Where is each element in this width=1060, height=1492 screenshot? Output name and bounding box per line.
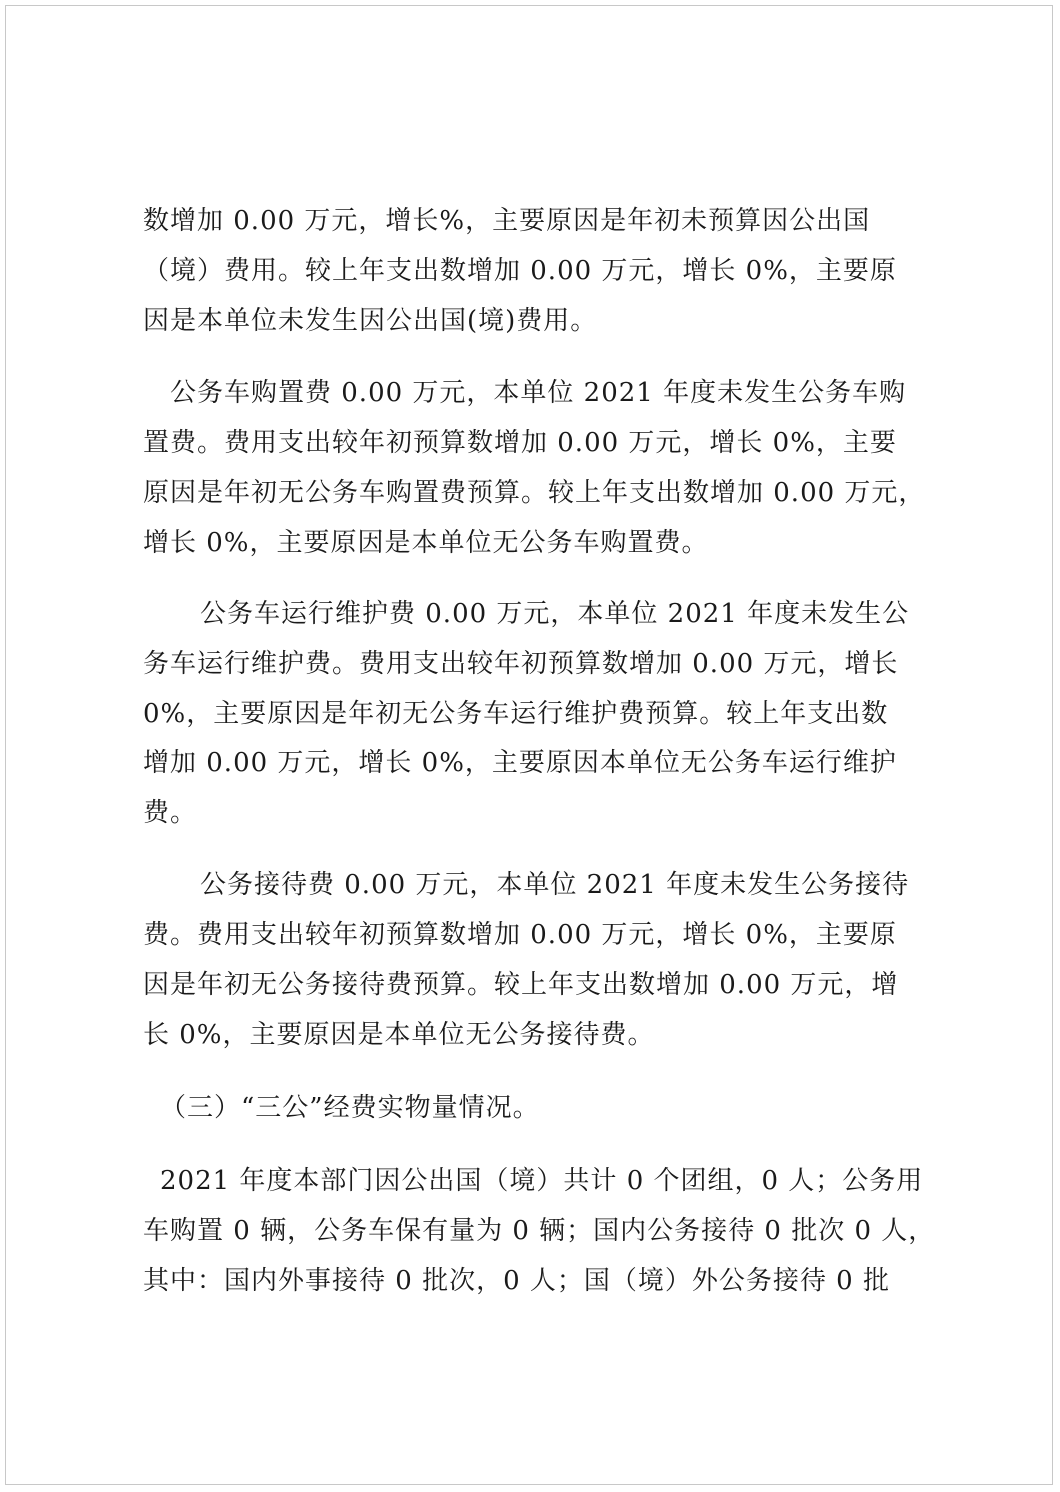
paragraph-3-line-2: 务车运行维护费。费用支出较年初预算数增加 0.00 万元，增长: [143, 649, 899, 679]
section-heading: （三）“三公”经费实物量情况。: [160, 1093, 540, 1123]
paragraph-4-line-4: 长 0%，主要原因是本单位无公务接待费。: [143, 1020, 655, 1050]
paragraph-6-line-3: 其中：国内外事接待 0 批次，0 人；国（境）外公务接待 0 批: [143, 1266, 890, 1296]
paragraph-3-line-3: 0%，主要原因是年初无公务车运行维护费预算。较上年支出数: [143, 699, 889, 729]
paragraph-1-line-2: （境）费用。较上年支出数增加 0.00 万元，增长 0%，主要原: [143, 256, 897, 286]
paragraph-4-line-2: 费。费用支出较年初预算数增加 0.00 万元，增长 0%，主要原: [143, 920, 897, 950]
paragraph-2-line-1: 公务车购置费 0.00 万元，本单位 2021 年度未发生公务车购: [170, 378, 907, 408]
paragraph-4-line-1: 公务接待费 0.00 万元，本单位 2021 年度未发生公务接待: [200, 870, 910, 900]
paragraph-1-line-3: 因是本单位未发生因公出国(境)费用。: [143, 306, 598, 336]
paragraph-2-line-3: 原因是年初无公务车购置费预算。较上年支出数增加 0.00 万元，: [143, 478, 926, 508]
paragraph-2-line-2: 置费。费用支出较年初预算数增加 0.00 万元，增长 0%，主要: [143, 428, 897, 458]
paragraph-3-line-4: 增加 0.00 万元，增长 0%，主要原因本单位无公务车运行维护: [143, 748, 897, 778]
paragraph-6-line-1: 2021 年度本部门因公出国（境）共计 0 个团组，0 人；公务用: [160, 1166, 924, 1196]
paragraph-4-line-3: 因是年初无公务接待费预算。较上年支出数增加 0.00 万元，增: [143, 970, 899, 1000]
paragraph-3-line-5: 费。: [143, 798, 198, 828]
paragraph-6-line-2: 车购置 0 辆，公务车保有量为 0 辆；国内公务接待 0 批次 0 人，: [143, 1216, 936, 1246]
paragraph-3-line-1: 公务车运行维护费 0.00 万元，本单位 2021 年度未发生公: [200, 599, 910, 629]
paragraph-2-line-4: 增长 0%，主要原因是本单位无公务车购置费。: [143, 528, 709, 558]
paragraph-1-line-1: 数增加 0.00 万元，增长%，主要原因是年初未预算因公出国: [143, 206, 871, 236]
